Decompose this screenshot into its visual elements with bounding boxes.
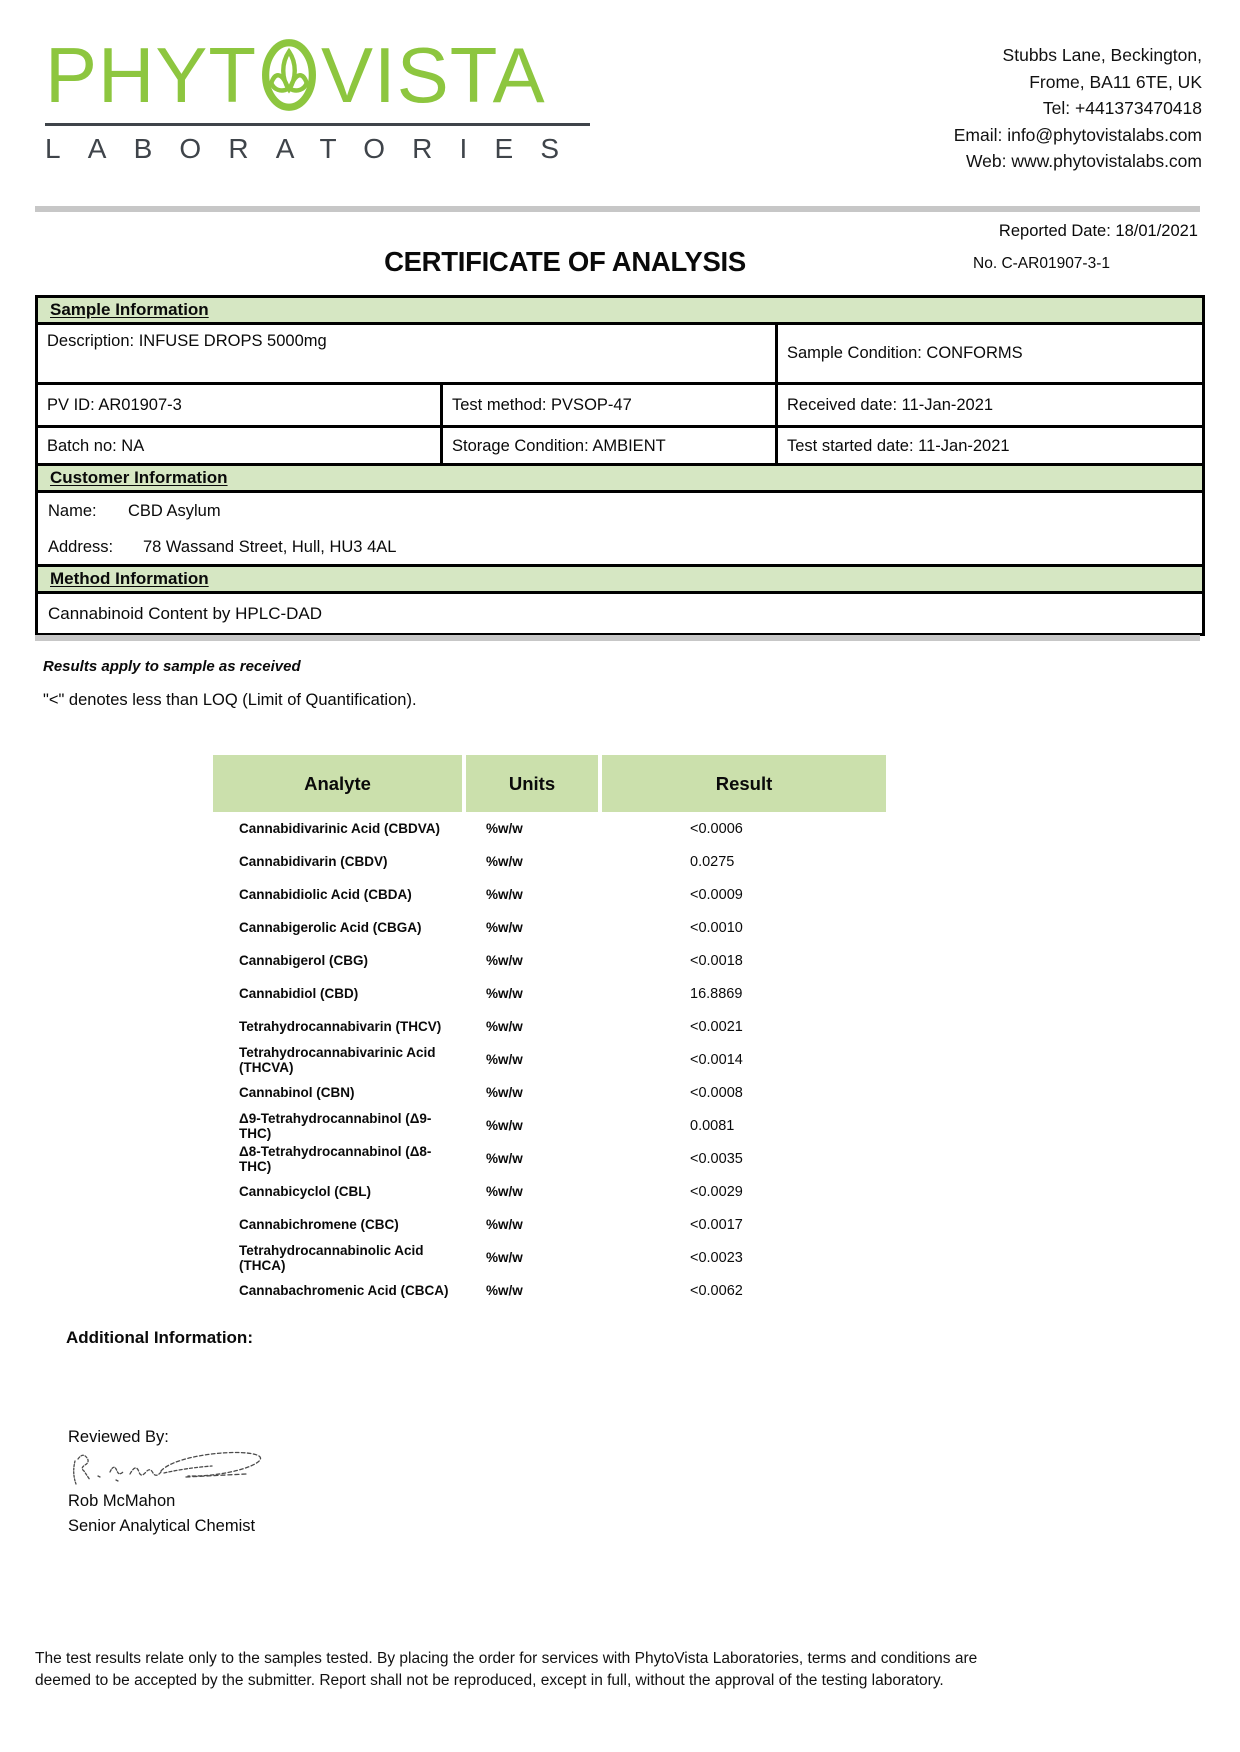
method-information-header: [38, 567, 1202, 594]
analyte-name: Cannabidiol (CBD): [239, 986, 359, 1001]
section-title: Method Information: [50, 569, 209, 588]
contact-block: [954, 42, 1202, 175]
analyte-units: %w/w: [486, 1019, 523, 1034]
additional-information-label: Additional Information:: [66, 1328, 253, 1347]
analyte-units: %w/w: [486, 854, 523, 869]
sample-condition: Sample Condition: CONFORMS: [775, 325, 1202, 382]
pv-id: PV ID: AR01907-3: [47, 395, 182, 414]
signature-image: [66, 1446, 281, 1494]
analyte-name: Δ8-Tetrahydrocannabinol (Δ8-THC): [239, 1143, 432, 1174]
section-title: Sample Information: [50, 300, 209, 319]
results-table-body: [213, 812, 886, 1307]
results-table: [213, 755, 886, 1307]
batch-no: Batch no: NA: [47, 437, 145, 455]
analyte-result: <0.0009: [690, 886, 743, 903]
analyte-units: %w/w: [486, 887, 523, 902]
leaf-icon: [260, 37, 318, 113]
analyte-units: %w/w: [486, 821, 523, 836]
contact-line-email: Email: info@phytovistalabs.com: [953, 124, 1202, 145]
contact-line-tel: Tel: +441373470418: [1042, 98, 1202, 119]
analyte-units: %w/w: [486, 1283, 523, 1298]
contact-line-web: Web: www.phytovistalabs.com: [965, 151, 1202, 172]
result-row: [213, 1142, 886, 1175]
customer-name-value: CBD Asylum: [128, 502, 221, 520]
analyte-name: Cannabinol (CBN): [239, 1085, 355, 1100]
reviewed-by-label: Reviewed By:: [68, 1428, 169, 1446]
result-row: [213, 1208, 886, 1241]
result-row: [213, 1175, 886, 1208]
analyte-result: 16.8869: [690, 985, 743, 1002]
column-header-units: Units: [466, 755, 598, 812]
analyte-name: Cannabidiolic Acid (CBDA): [239, 887, 412, 902]
storage-condition: Storage Condition: AMBIENT: [440, 428, 775, 465]
customer-address-value: 78 Wassand Street, Hull, HU3 4AL: [143, 538, 397, 556]
analyte-result: <0.0062: [690, 1282, 743, 1299]
footer-line-2: deemed to be accepted by the submitter. Report shall not be reproduced, except in full, without the approval of the testing laboratory.: [35, 1672, 944, 1690]
result-row: [213, 977, 886, 1010]
analyte-result: <0.0023: [690, 1249, 743, 1266]
footer-disclaimer: [35, 1648, 1210, 1693]
test-method: Test method: PVSOP-47: [440, 385, 775, 425]
sample-batch-row: [38, 425, 1202, 465]
analyte-name: Cannabidivarinic Acid (CBDVA): [239, 821, 441, 836]
divider-bar-middle: [35, 635, 1200, 641]
analyte-name: Δ9-Tetrahydrocannabinol (Δ9-THC): [239, 1110, 432, 1141]
reviewer-title: Senior Analytical Chemist: [68, 1517, 256, 1535]
customer-name-label: Name:: [48, 502, 97, 520]
column-header-analyte: Analyte: [213, 755, 462, 812]
analyte-units: %w/w: [486, 986, 523, 1001]
analyte-result: <0.0018: [690, 952, 743, 969]
sample-description-row: [38, 325, 1202, 385]
logo-rule: [45, 123, 590, 126]
analyte-units: %w/w: [486, 1217, 523, 1232]
sample-information-header: [38, 298, 1202, 325]
analyte-result: <0.0021: [690, 1018, 743, 1035]
section-title: Customer Information: [50, 468, 228, 487]
result-row: [213, 1241, 886, 1274]
analyte-name: Cannabigerolic Acid (CBGA): [239, 920, 422, 935]
result-row: [213, 812, 886, 845]
analyte-result: 0.0081: [690, 1117, 735, 1134]
sample-description: Description: INFUSE DROPS 5000mg: [47, 332, 327, 350]
analyte-result: <0.0006: [690, 820, 743, 837]
result-row: [213, 1043, 886, 1076]
analyte-result: <0.0010: [690, 919, 743, 936]
analyte-name: Cannabidivarin (CBDV): [239, 854, 388, 869]
page-title: CERTIFICATE OF ANALYSIS: [384, 246, 746, 277]
test-started-date: Test started date: 11-Jan-2021: [775, 428, 1202, 465]
analyte-units: %w/w: [486, 1085, 523, 1100]
result-row: [213, 944, 886, 977]
result-row: [213, 878, 886, 911]
analyte-units: %w/w: [486, 1151, 523, 1166]
analyte-result: <0.0014: [690, 1051, 743, 1068]
analyte-result: <0.0035: [690, 1150, 743, 1167]
logo-block: [45, 31, 590, 165]
received-date: Received date: 11-Jan-2021: [775, 385, 1202, 425]
analyte-name: Tetrahydrocannabivarin (THCV): [239, 1019, 442, 1034]
logo-text-left: PHYT: [45, 31, 258, 119]
certificate-number: No. C-AR01907-3-1: [973, 255, 1110, 272]
analyte-result: <0.0029: [690, 1183, 743, 1200]
customer-information-section: [35, 463, 1205, 569]
results-note: Results apply to sample as received: [43, 658, 301, 675]
results-table-header: [213, 755, 886, 812]
result-row: [213, 911, 886, 944]
sample-information-section: [35, 295, 1205, 468]
analyte-name: Cannabigerol (CBG): [239, 953, 369, 968]
result-row: [213, 1076, 886, 1109]
result-row: [213, 1109, 886, 1142]
reviewer-name: Rob McMahon: [68, 1492, 176, 1510]
contact-line-address1: Stubbs Lane, Beckington,: [1002, 45, 1202, 65]
logo-tagline: LABORATORIES: [45, 133, 587, 164]
loq-note: "<" denotes less than LOQ (Limit of Quantification).: [43, 691, 417, 709]
analyte-result: <0.0017: [690, 1216, 743, 1233]
analyte-result: <0.0008: [690, 1084, 743, 1101]
analyte-units: %w/w: [486, 1052, 523, 1067]
analyte-name: Tetrahydrocannabivarinic Acid (THCVA): [239, 1044, 436, 1075]
analyte-units: %w/w: [486, 1118, 523, 1133]
result-row: [213, 1010, 886, 1043]
sample-id-row: [38, 385, 1202, 425]
analyte-units: %w/w: [486, 1250, 523, 1265]
analyte-name: Tetrahydrocannabinolic Acid (THCA): [239, 1242, 424, 1273]
logo-text-right: VISTA: [321, 31, 546, 119]
reported-date: Reported Date: 18/01/2021: [998, 222, 1198, 240]
logo-wordmark: [45, 31, 590, 119]
analyte-units: %w/w: [486, 920, 523, 935]
customer-address-label: Address:: [48, 538, 114, 556]
method-information-section: [35, 564, 1205, 636]
column-header-result: Result: [602, 755, 886, 812]
analyte-units: %w/w: [486, 1184, 523, 1199]
customer-details: [38, 493, 1202, 566]
result-row: [213, 1274, 886, 1307]
analyte-units: %w/w: [486, 953, 523, 968]
contact-line-address2: Frome, BA11 6TE, UK: [1029, 71, 1202, 92]
result-row: [213, 845, 886, 878]
divider-bar-top: [35, 206, 1200, 212]
analyte-name: Cannabicyclol (CBL): [239, 1184, 372, 1199]
customer-address-line: [48, 538, 1192, 557]
analyte-name: Cannabachromenic Acid (CBCA): [239, 1283, 449, 1298]
method-name: Cannabinoid Content by HPLC-DAD: [48, 603, 323, 623]
customer-information-header: [38, 466, 1202, 493]
analyte-name: Cannabichromene (CBC): [239, 1217, 399, 1232]
analyte-result: 0.0275: [690, 853, 735, 870]
customer-name-line: [48, 502, 1192, 521]
footer-line-1: The test results relate only to the samples tested. By placing the order for services with PhytoVista Laboratories, terms and conditions are: [35, 1650, 978, 1667]
